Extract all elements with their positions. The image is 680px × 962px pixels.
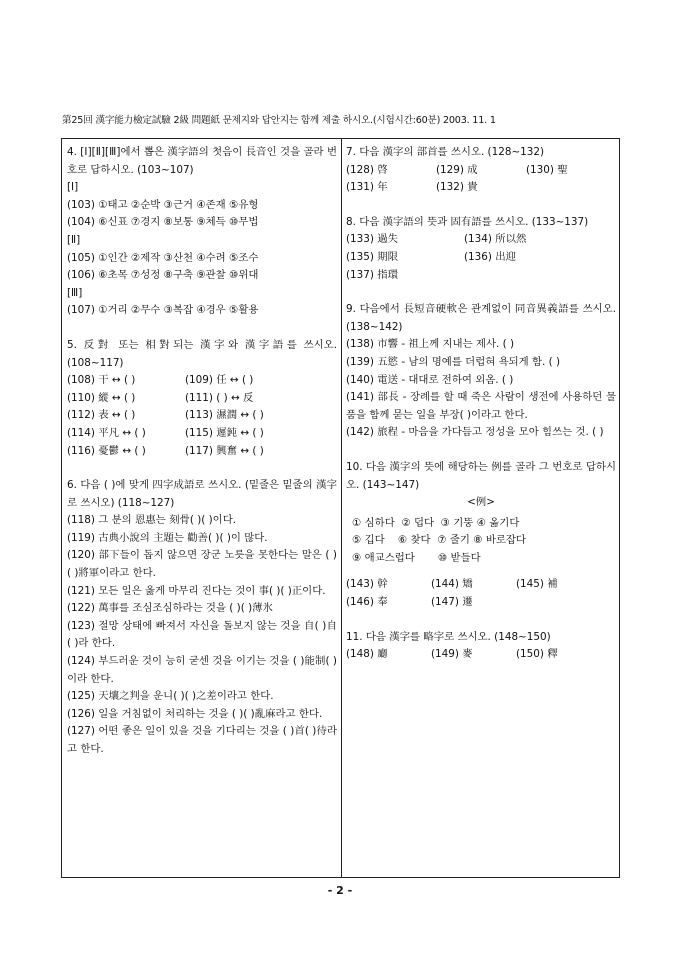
section-6 <box>67 477 337 759</box>
question-134: (134) 所以然 <box>464 233 527 246</box>
question-149: (149) 麥 <box>431 648 473 661</box>
section-8 <box>346 214 616 284</box>
question-row <box>346 646 616 664</box>
question-146: (146) 奉 <box>346 596 388 609</box>
column-divider <box>341 139 342 877</box>
question-129: (129) 成 <box>436 163 478 176</box>
question-row <box>67 443 337 461</box>
section-9-title: 9. 다음에서 長短音硬軟은 관계없이 同音異義語를 쓰시오. (138~142) <box>346 303 616 333</box>
question-117: (117) 興奮 ↔ ( ) <box>185 444 264 457</box>
question-113: (113) 濕潤 ↔ ( ) <box>185 409 264 422</box>
question-114: (114) 平凡 ↔ ( ) <box>67 426 146 439</box>
question-120: (120) 部下들이 돕지 않으면 장군 노릇을 못한다는 말은 ( )( )將軍이라고 한다. <box>67 549 337 580</box>
question-135: (135) 期限 <box>346 250 399 263</box>
question-148: (148) 廳 <box>346 648 388 661</box>
group-label: [Ⅱ] <box>67 233 81 246</box>
question-145: (145) 補 <box>516 578 558 591</box>
question-box <box>61 138 620 878</box>
question-128: (128) 啓 <box>346 163 388 176</box>
question-row <box>346 594 616 612</box>
right-column <box>346 144 616 681</box>
question-126: (126) 일을 거침없이 처리하는 것을 ( )( )亂麻라고 한다. <box>67 707 323 720</box>
question-106: (106) ⑥초목 ⑦성정 ⑧구축 ⑨관찰 ⑩위대 <box>67 269 259 282</box>
section-7 <box>346 144 616 197</box>
section-4 <box>67 144 337 320</box>
section-10-title: 10. 다음 漢字의 뜻에 해당하는 例를 골라 그 번호로 답하시오. (143~147) <box>346 460 616 491</box>
question-110: (110) 縱 ↔ ( ) <box>67 391 136 404</box>
question-141: (141) 部長 - 장례를 할 때 죽은 사람이 생전에 사용하던 물품을 함께 묻는 일을 부장( )이라고 한다. <box>346 391 616 421</box>
question-132: (132) 貴 <box>436 181 478 194</box>
question-111: (111) ( ) ↔ 反 <box>185 391 254 404</box>
left-column <box>67 144 337 776</box>
question-147: (147) 遷 <box>431 596 473 609</box>
example-row: ⑨ 애교스럽다 ⑩ 받들다 <box>352 551 481 564</box>
question-150: (150) 釋 <box>516 648 558 661</box>
question-103: (103) ①태고 ②순박 ③근거 ④존재 ⑤유형 <box>67 198 259 211</box>
question-140: (140) 電送 - 대대로 전하여 외옴. ( ) <box>346 373 514 386</box>
section-5-title: 5. 反對 또는 相對되는 漢字와 漢字語를 쓰시오. (108~117) <box>67 338 337 369</box>
question-138: (138) 市響 - 祖上께 지내는 제사. ( ) <box>346 338 515 351</box>
question-139: (139) 五慾 - 남의 명예를 더럽혀 욕되게 함. ( ) <box>346 355 561 368</box>
question-115: (115) 遲鈍 ↔ ( ) <box>185 426 264 439</box>
section-7-title: 7. 다음 漢字의 部首를 쓰시오. (128~132) <box>346 146 545 158</box>
question-116: (116) 憂鬱 ↔ ( ) <box>67 444 146 457</box>
question-row <box>346 179 616 197</box>
question-118: (118) 그 분의 恩惠는 刻骨( )( )이다. <box>67 514 237 527</box>
question-row <box>346 576 616 594</box>
group-label: [Ⅰ] <box>67 181 79 194</box>
example-title: <例> <box>467 496 495 509</box>
example-list <box>352 515 616 568</box>
question-133: (133) 過失 <box>346 233 399 246</box>
example-row: ⑤ 깁다 ⑥ 찾다 ⑦ 줄기 ⑧ 바로잡다 <box>352 534 526 547</box>
question-130: (130) 聖 <box>526 163 568 176</box>
section-11-title: 11. 다음 漢字를 略字로 쓰시오. (148~150) <box>346 630 551 643</box>
question-123: (123) 절망 상태에 빠져서 자신을 돌보지 않는 것을 自( )自( )라 한다. <box>67 619 337 650</box>
question-row <box>346 162 616 180</box>
section-8-title: 8. 다음 漢字語의 뜻과 固有語를 쓰시오. (133~137) <box>346 215 589 228</box>
question-109: (109) 任 ↔ ( ) <box>185 374 254 387</box>
question-136: (136) 出迎 <box>464 250 517 263</box>
question-124: (124) 부드러운 것이 능히 굳센 것을 이기는 것을 ( )能制( )이라 한다. <box>67 655 337 685</box>
question-row <box>67 390 337 408</box>
question-131: (131) 年 <box>346 181 388 194</box>
question-105: (105) ①인간 ②제작 ③산천 ④수려 ⑤조수 <box>67 251 259 264</box>
question-137: (137) 指環 <box>346 268 399 281</box>
group-label: [Ⅲ] <box>67 286 83 299</box>
question-125: (125) 天壤之判을 운니( )( )之差이라고 한다. <box>67 690 274 703</box>
section-6-title: 6. 다음 ( )에 맞게 四字成語로 쓰시오. (밑줄은 밑줄의 漢字로 쓰시오) (118~127) <box>67 479 337 509</box>
question-143: (143) 幹 <box>346 578 388 591</box>
section-5 <box>67 337 337 460</box>
question-108: (108) 干 ↔ ( ) <box>67 374 136 387</box>
question-119: (119) 古典小說의 主題는 勸善( )( )이 많다. <box>67 531 268 544</box>
question-row <box>67 425 337 443</box>
question-112: (112) 表 ↔ ( ) <box>67 409 136 422</box>
question-142: (142) 旅程 - 마음을 가다듬고 정성을 모아 힘쓰는 것. ( ) <box>346 426 604 439</box>
section-10 <box>346 459 616 612</box>
question-104: (104) ⑥신표 ⑦경지 ⑧보통 ⑨체득 ⑩무법 <box>67 216 259 229</box>
question-row <box>346 231 616 249</box>
question-row <box>67 372 337 390</box>
question-107: (107) ①거리 ②무수 ③복잡 ④경우 ⑤활용 <box>67 304 259 317</box>
question-121: (121) 모든 일은 옳게 마무리 진다는 것이 事( )( )正이다. <box>67 584 326 597</box>
question-127: (127) 어떤 좋은 일이 있을 것을 기다리는 것을 ( )首( )待라고 한다. <box>67 725 337 755</box>
section-9 <box>346 301 616 442</box>
section-11 <box>346 629 616 664</box>
section-4-title: 4. [Ⅰ][Ⅱ][Ⅲ]에서 뽑은 漢字語의 첫음이 長音인 것을 골라 번호로 답하시오. (103~107) <box>67 146 337 176</box>
question-row <box>67 407 337 425</box>
question-row <box>346 249 616 267</box>
exam-header: 第25回 漢字能力檢定試驗 2級 問題紙 문제지와 답안지는 함께 제출 하시오.(시험시간:60분) 2003. 11. 1 <box>62 115 496 126</box>
question-122: (122) 萬事를 조심조심하라는 것을 ( )( )薄氷 <box>67 602 273 615</box>
question-144: (144) 矯 <box>431 578 473 591</box>
page-number: - 2 - <box>327 884 353 897</box>
example-row: ① 심하다 ② 덥다 ③ 기뚱 ④ 옮기다 <box>352 516 520 529</box>
